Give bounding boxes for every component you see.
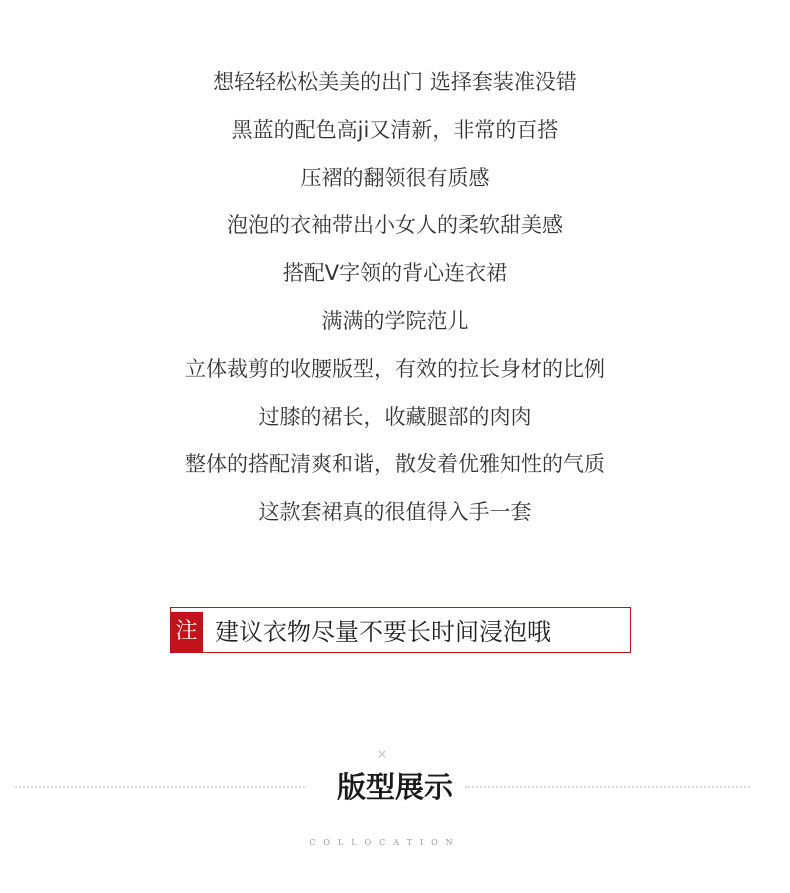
notice-text: 建议衣物尽量不要长时间浸泡哦 — [215, 618, 551, 646]
close-icon: × — [376, 747, 388, 761]
description-line: 压褶的翻领很有质感 — [300, 165, 490, 190]
description-line: 满满的学院范儿 — [321, 308, 469, 333]
care-notice — [170, 607, 631, 653]
description-line: 泡泡的衣袖带出小女人的柔软甜美感 — [227, 213, 563, 238]
description-line: 搭配V字领的背心连衣裙 — [282, 261, 508, 286]
description-line: 这款套裙真的很值得入手一套 — [258, 500, 532, 525]
notice-badge: 注 — [170, 612, 203, 652]
description-line: 黑蓝的配色高ji又清新，非常的百搭 — [231, 117, 559, 142]
section-subtitle: COLLOCATION — [309, 838, 461, 847]
product-description — [0, 62, 790, 540]
description-line: 想轻轻松松美美的出门 选择套装准没错 — [213, 70, 577, 94]
description-line: 过膝的裙长，收藏腿部的肉肉 — [258, 404, 532, 429]
section-title: 版型展示 — [336, 770, 453, 804]
description-line: 立体裁剪的收腰版型，有效的拉长身材的比例 — [185, 356, 605, 381]
description-line: 整体的搭配清爽和谐，散发着优雅知性的气质 — [185, 452, 605, 477]
